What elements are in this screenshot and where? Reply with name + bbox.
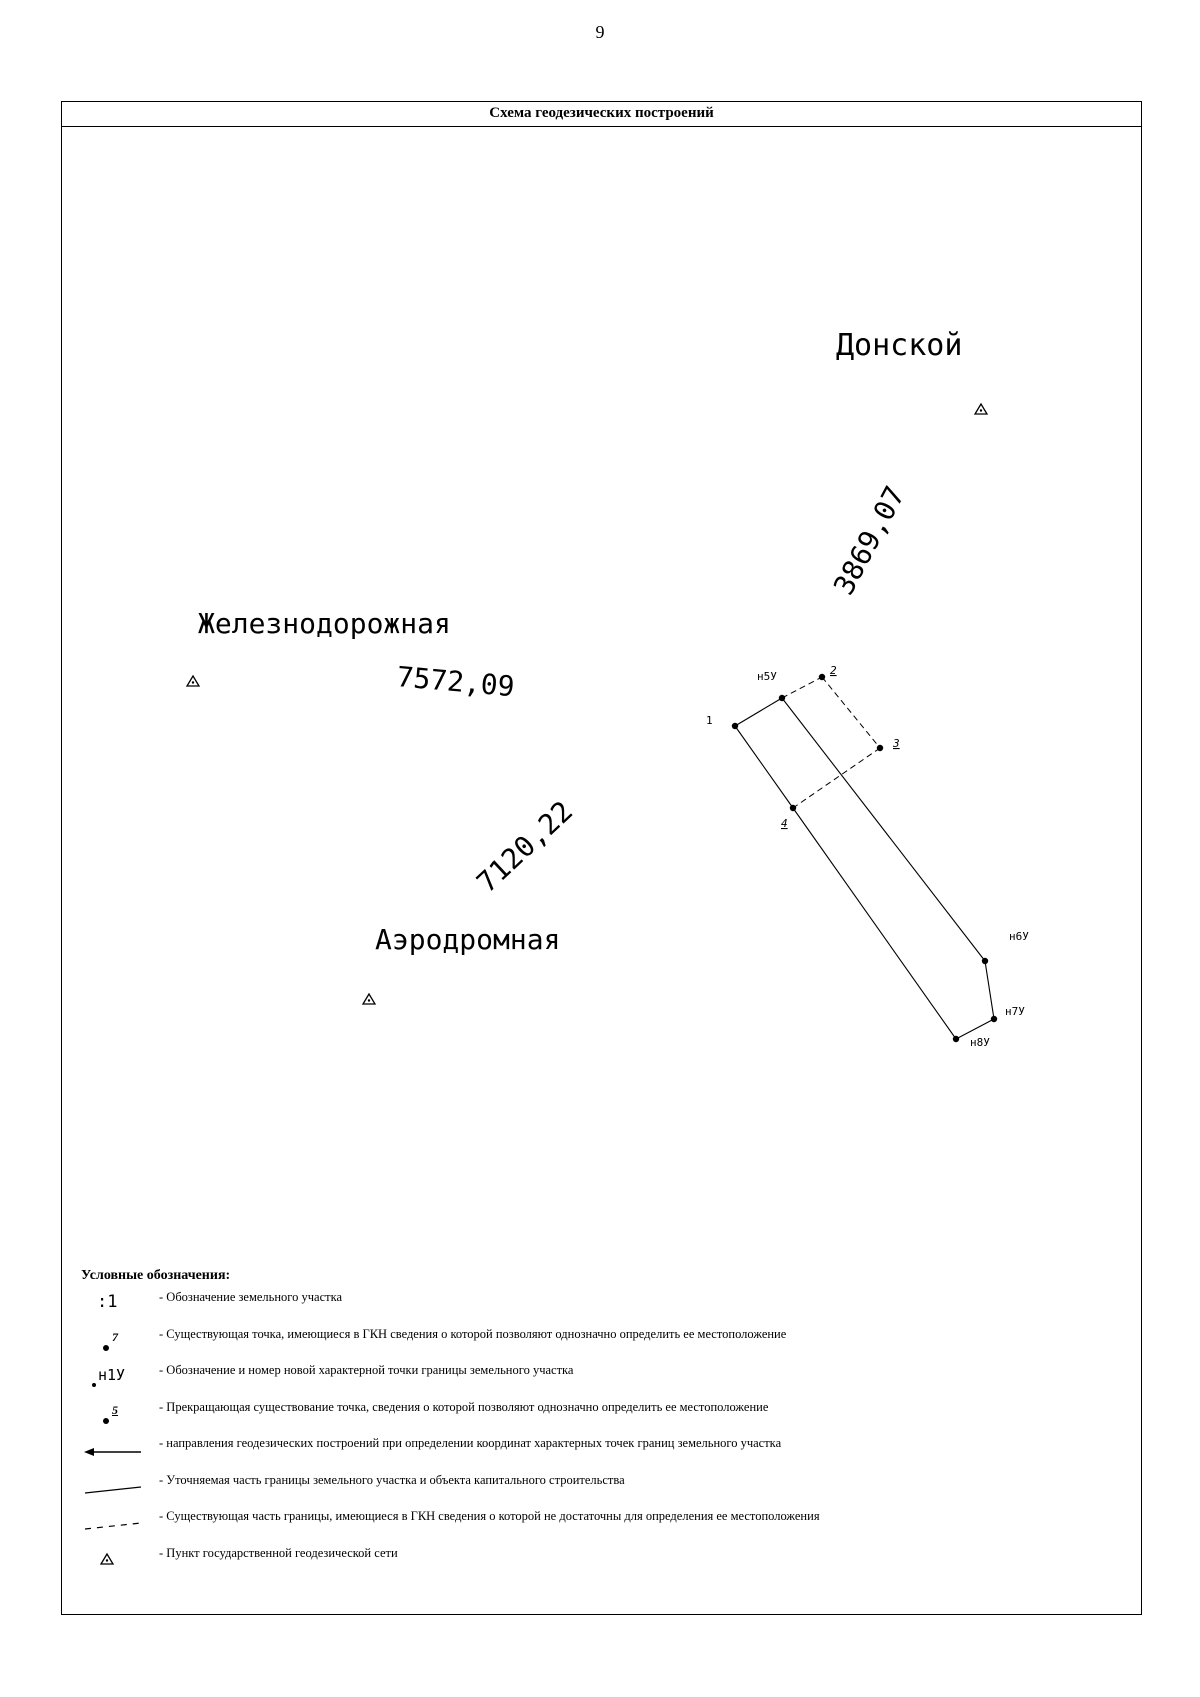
dashed-line-icon <box>83 1515 143 1535</box>
station-label-aerodromnaya: Аэродромная <box>375 923 561 956</box>
ceasing-point-number: 5 <box>112 1402 118 1417</box>
existing-point-symbol <box>81 1327 151 1357</box>
legend-text: - Пункт государственной геодезической сети <box>159 1545 398 1560</box>
point-label-n7: н7У <box>1005 1005 1025 1018</box>
legend-title: Условные обозначения: <box>81 1268 231 1283</box>
legend-row-new-point <box>81 1363 1121 1400</box>
geodetic-point-symbol <box>81 1546 151 1576</box>
legend-text: - Обозначение земельного участка <box>159 1290 343 1304</box>
legend-row-ceasing-point <box>81 1400 1121 1437</box>
station-label-donskoy: Донской <box>836 328 963 363</box>
point-2 <box>819 674 825 680</box>
existing-boundary-dashed <box>782 677 880 808</box>
point-label-2: 2 <box>830 664 837 677</box>
new-point-icon <box>92 1383 96 1387</box>
scheme-title: Схема геодезических построений <box>62 102 1141 127</box>
legend-row-geodetic-point <box>81 1546 1121 1583</box>
refined-boundary-solid <box>735 698 994 1039</box>
point-1 <box>732 723 738 729</box>
existing-point-icon <box>103 1345 109 1351</box>
point-n5 <box>779 695 785 701</box>
point-label-n6: н6У <box>1009 930 1029 943</box>
point-n7 <box>991 1016 997 1022</box>
legend-text: - Уточняемая часть границы земельного участка и объекта капитального строительства <box>159 1472 625 1487</box>
parcel-designation-symbol <box>81 1290 151 1320</box>
point-4 <box>790 805 796 811</box>
ceasing-point-symbol <box>81 1400 151 1430</box>
distance-label-zheleznodorozhnaya: 7572,09 <box>395 660 516 704</box>
point-3 <box>877 745 883 751</box>
legend-text: - направления геодезических построений при определении координат характерных точек границ земельного участка <box>159 1436 782 1450</box>
station-label-zheleznodorozhnaya: Железнодорожная <box>198 607 451 640</box>
point-label-n5: н5У <box>757 670 777 683</box>
ceasing-point-icon <box>103 1418 109 1424</box>
existing-point-number: 7 <box>112 1329 118 1344</box>
point-label-1: 1 <box>706 714 713 727</box>
legend-text: - Существующая часть границы, имеющиеся в ГКН сведения о которой не достаточны для определения ее местоположения <box>159 1509 820 1523</box>
distance-label-aerodromnaya: 7120,22 <box>470 794 580 900</box>
point-n8 <box>953 1036 959 1042</box>
geodetic-point-icon-aerodromnaya <box>363 994 375 1004</box>
existing-boundary-symbol <box>81 1509 151 1539</box>
legend-row-refined-boundary <box>81 1473 1121 1510</box>
point-label-n8: н8У <box>970 1036 990 1049</box>
refined-boundary-symbol <box>81 1473 151 1503</box>
legend-text: - Обозначение и номер новой характерной точки границы земельного участка <box>159 1363 574 1377</box>
legend-row-parcel-designation <box>81 1290 1121 1327</box>
geodetic-point-icon-donskoy <box>975 404 987 414</box>
distance-label-donskoy: 3869,07 <box>827 480 912 601</box>
legend-row-existing-boundary <box>81 1509 1121 1546</box>
solid-line-icon <box>83 1479 143 1499</box>
arrow-left-icon <box>83 1442 143 1462</box>
boundary-points <box>732 674 997 1042</box>
parcel-designation-icon: :1 <box>97 1292 118 1312</box>
legend-text: - Существующая точка, имеющиеся в ГКН сведения о которой позволяют однозначно определить ее местоположение <box>159 1326 787 1341</box>
legend-row-direction-arrow <box>81 1436 1121 1473</box>
geodetic-point-icon-zheleznodorozhnaya <box>187 676 199 686</box>
new-point-label: н1У <box>98 1366 126 1384</box>
direction-arrow-symbol <box>81 1436 151 1466</box>
triangle-icon <box>97 1550 117 1570</box>
new-point-symbol <box>81 1363 151 1393</box>
legend-row-existing-point <box>81 1327 1121 1364</box>
point-label-4: 4 <box>781 817 788 830</box>
point-label-3: 3 <box>893 737 900 750</box>
legend-text: - Прекращающая существование точка, сведения о которой позволяют однозначно определить ее местоположение <box>159 1399 769 1414</box>
page-number: 9 <box>595 22 605 42</box>
legend <box>81 1268 1121 1582</box>
point-n6 <box>982 958 988 964</box>
